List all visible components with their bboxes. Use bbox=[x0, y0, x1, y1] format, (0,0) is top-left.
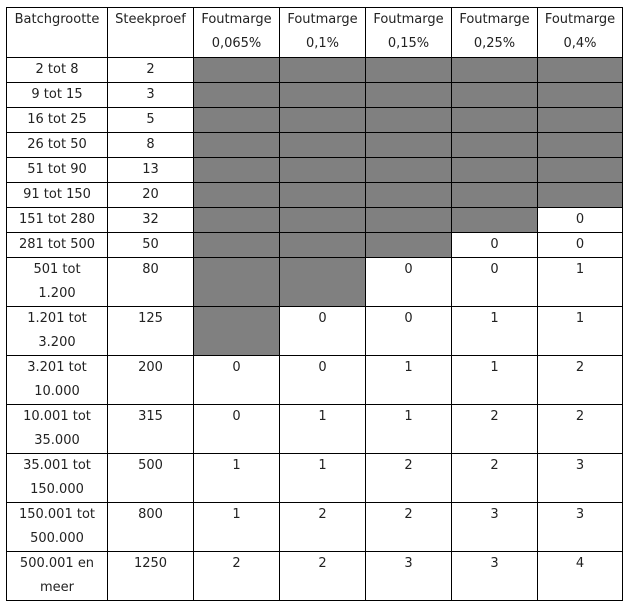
batch-size-line: meer bbox=[39, 580, 74, 595]
table-row bbox=[7, 83, 623, 108]
header-margin-word: Foutmarge bbox=[459, 12, 530, 27]
not-applicable-cell bbox=[194, 183, 280, 208]
acceptance-number-cell: 0 bbox=[194, 356, 280, 405]
not-applicable-cell bbox=[366, 83, 452, 108]
not-applicable-cell bbox=[452, 208, 538, 233]
acceptance-number-cell: 0 bbox=[452, 233, 538, 258]
batch-size-cell bbox=[7, 503, 108, 552]
not-applicable-cell bbox=[538, 58, 623, 83]
not-applicable-cell bbox=[280, 208, 366, 233]
batch-size-line: 35.001 tot bbox=[23, 458, 91, 473]
table-row bbox=[7, 233, 623, 258]
table-row bbox=[7, 454, 623, 503]
not-applicable-cell bbox=[194, 233, 280, 258]
batch-size-cell bbox=[7, 183, 108, 208]
header-margin-value: 0,4% bbox=[563, 36, 597, 51]
sample-size-cell: 32 bbox=[108, 208, 194, 233]
batch-size-cell bbox=[7, 108, 108, 133]
header-margin-value: 0,065% bbox=[211, 36, 262, 51]
not-applicable-cell bbox=[366, 233, 452, 258]
not-applicable-cell bbox=[538, 158, 623, 183]
sample-size-cell: 20 bbox=[108, 183, 194, 208]
batch-size-line: 281 tot 500 bbox=[18, 237, 96, 252]
header-margin-2 bbox=[280, 8, 366, 58]
header-margin-word: Foutmarge bbox=[201, 12, 272, 27]
batch-size-cell bbox=[7, 58, 108, 83]
header-margin-4 bbox=[452, 8, 538, 58]
not-applicable-cell bbox=[452, 158, 538, 183]
not-applicable-cell bbox=[280, 58, 366, 83]
not-applicable-cell bbox=[538, 183, 623, 208]
header-margin-3 bbox=[366, 8, 452, 58]
batch-size-cell bbox=[7, 208, 108, 233]
sample-size-cell: 50 bbox=[108, 233, 194, 258]
sample-size-cell: 125 bbox=[108, 307, 194, 356]
table-row bbox=[7, 133, 623, 158]
not-applicable-cell bbox=[280, 158, 366, 183]
acceptance-number-cell: 1 bbox=[366, 356, 452, 405]
table-row bbox=[7, 503, 623, 552]
acceptance-number-cell: 1 bbox=[452, 307, 538, 356]
sample-size-cell: 3 bbox=[108, 83, 194, 108]
acceptance-number-cell: 0 bbox=[366, 258, 452, 307]
header-sample: Steekproef bbox=[108, 8, 194, 58]
batch-size-line: 151 tot 280 bbox=[18, 212, 96, 227]
not-applicable-cell bbox=[280, 83, 366, 108]
acceptance-number-cell: 2 bbox=[538, 405, 623, 454]
acceptance-number-cell: 2 bbox=[452, 405, 538, 454]
batch-size-line: 1.201 tot bbox=[27, 311, 87, 326]
table-row bbox=[7, 108, 623, 133]
batch-size-cell bbox=[7, 552, 108, 601]
not-applicable-cell bbox=[452, 108, 538, 133]
not-applicable-cell bbox=[538, 133, 623, 158]
table-row bbox=[7, 208, 623, 233]
sample-size-cell: 80 bbox=[108, 258, 194, 307]
header-margin-word: Foutmarge bbox=[373, 12, 444, 27]
sample-size-cell: 8 bbox=[108, 133, 194, 158]
sample-size-cell: 13 bbox=[108, 158, 194, 183]
table-row bbox=[7, 183, 623, 208]
acceptance-number-cell: 3 bbox=[366, 552, 452, 601]
acceptance-number-cell: 0 bbox=[452, 258, 538, 307]
batch-size-line: 150.000 bbox=[30, 482, 84, 497]
table-row bbox=[7, 158, 623, 183]
sample-size-cell: 2 bbox=[108, 58, 194, 83]
acceptance-number-cell: 1 bbox=[452, 356, 538, 405]
batch-size-cell bbox=[7, 258, 108, 307]
sample-size-cell: 5 bbox=[108, 108, 194, 133]
not-applicable-cell bbox=[366, 158, 452, 183]
batch-size-cell bbox=[7, 158, 108, 183]
not-applicable-cell bbox=[366, 58, 452, 83]
not-applicable-cell bbox=[538, 108, 623, 133]
header-margin-word: Foutmarge bbox=[544, 12, 616, 27]
acceptance-number-cell: 3 bbox=[538, 503, 623, 552]
batch-size-line: 35.000 bbox=[34, 433, 80, 448]
acceptance-number-cell: 1 bbox=[280, 405, 366, 454]
not-applicable-cell bbox=[194, 108, 280, 133]
batch-size-cell bbox=[7, 133, 108, 158]
sample-size-cell: 500 bbox=[108, 454, 194, 503]
not-applicable-cell bbox=[194, 208, 280, 233]
table-row bbox=[7, 552, 623, 601]
sample-size-cell: 200 bbox=[108, 356, 194, 405]
not-applicable-cell bbox=[452, 133, 538, 158]
not-applicable-cell bbox=[194, 258, 280, 307]
acceptance-number-cell: 2 bbox=[366, 503, 452, 552]
not-applicable-cell bbox=[538, 83, 623, 108]
acceptance-number-cell: 2 bbox=[280, 552, 366, 601]
sample-size-cell: 800 bbox=[108, 503, 194, 552]
table-row bbox=[7, 405, 623, 454]
batch-size-line: 500.000 bbox=[30, 531, 84, 546]
batch-size-line: 10.000 bbox=[34, 384, 80, 399]
not-applicable-cell bbox=[452, 183, 538, 208]
batch-size-line: 9 tot 15 bbox=[31, 87, 83, 102]
acceptance-number-cell: 1 bbox=[194, 454, 280, 503]
acceptance-number-cell: 2 bbox=[280, 503, 366, 552]
acceptance-number-cell: 1 bbox=[280, 454, 366, 503]
acceptance-number-cell: 0 bbox=[366, 307, 452, 356]
acceptance-number-cell: 0 bbox=[194, 405, 280, 454]
not-applicable-cell bbox=[280, 233, 366, 258]
not-applicable-cell bbox=[280, 258, 366, 307]
acceptance-sampling-table bbox=[6, 7, 623, 601]
acceptance-number-cell: 1 bbox=[538, 307, 623, 356]
batch-size-line: 3.200 bbox=[38, 335, 76, 350]
header-batch: Batchgrootte bbox=[7, 8, 108, 58]
table-row bbox=[7, 258, 623, 307]
not-applicable-cell bbox=[366, 108, 452, 133]
not-applicable-cell bbox=[194, 158, 280, 183]
header-row bbox=[7, 8, 623, 58]
header-margin-5 bbox=[538, 8, 623, 58]
acceptance-number-cell: 1 bbox=[194, 503, 280, 552]
batch-size-cell bbox=[7, 356, 108, 405]
batch-size-cell bbox=[7, 233, 108, 258]
table-row bbox=[7, 307, 623, 356]
header-margin-1 bbox=[194, 8, 280, 58]
batch-size-line: 51 tot 90 bbox=[27, 162, 87, 177]
not-applicable-cell bbox=[194, 58, 280, 83]
not-applicable-cell bbox=[366, 183, 452, 208]
acceptance-number-cell: 0 bbox=[280, 307, 366, 356]
batch-size-line: 10.001 tot bbox=[23, 409, 91, 424]
acceptance-number-cell: 1 bbox=[366, 405, 452, 454]
acceptance-number-cell: 2 bbox=[366, 454, 452, 503]
sample-size-cell: 315 bbox=[108, 405, 194, 454]
not-applicable-cell bbox=[280, 108, 366, 133]
not-applicable-cell bbox=[366, 208, 452, 233]
header-margin-value: 0,15% bbox=[387, 36, 430, 51]
batch-size-line: 500.001 en bbox=[19, 556, 95, 571]
acceptance-number-cell: 2 bbox=[452, 454, 538, 503]
header-margin-value: 0,25% bbox=[473, 36, 516, 51]
table-row bbox=[7, 58, 623, 83]
batch-size-line: 16 tot 25 bbox=[27, 112, 87, 127]
not-applicable-cell bbox=[366, 133, 452, 158]
acceptance-number-cell: 2 bbox=[194, 552, 280, 601]
acceptance-number-cell: 3 bbox=[538, 454, 623, 503]
acceptance-number-cell: 0 bbox=[538, 233, 623, 258]
header-margin-word: Foutmarge bbox=[287, 12, 358, 27]
acceptance-number-cell: 3 bbox=[452, 503, 538, 552]
acceptance-number-cell: 3 bbox=[452, 552, 538, 601]
batch-size-cell bbox=[7, 83, 108, 108]
not-applicable-cell bbox=[194, 83, 280, 108]
acceptance-number-cell: 0 bbox=[538, 208, 623, 233]
batch-size-line: 150.001 tot bbox=[18, 507, 96, 522]
header-margin-value: 0,1% bbox=[305, 36, 340, 51]
batch-size-line: 91 tot 150 bbox=[23, 187, 91, 202]
table-body bbox=[7, 58, 623, 601]
not-applicable-cell bbox=[194, 307, 280, 356]
batch-size-cell bbox=[7, 405, 108, 454]
batch-size-line: 26 tot 50 bbox=[27, 137, 87, 152]
batch-size-line: 1.200 bbox=[38, 286, 76, 301]
acceptance-number-cell: 0 bbox=[280, 356, 366, 405]
not-applicable-cell bbox=[452, 83, 538, 108]
acceptance-number-cell: 2 bbox=[538, 356, 623, 405]
not-applicable-cell bbox=[194, 133, 280, 158]
sample-size-cell: 1250 bbox=[108, 552, 194, 601]
table-row bbox=[7, 356, 623, 405]
not-applicable-cell bbox=[280, 133, 366, 158]
acceptance-number-cell: 1 bbox=[538, 258, 623, 307]
acceptance-number-cell: 4 bbox=[538, 552, 623, 601]
batch-size-cell bbox=[7, 454, 108, 503]
batch-size-line: 2 tot 8 bbox=[35, 62, 79, 77]
batch-size-line: 501 tot bbox=[33, 262, 81, 277]
batch-size-cell bbox=[7, 307, 108, 356]
not-applicable-cell bbox=[280, 183, 366, 208]
not-applicable-cell bbox=[452, 58, 538, 83]
batch-size-line: 3.201 tot bbox=[27, 360, 87, 375]
